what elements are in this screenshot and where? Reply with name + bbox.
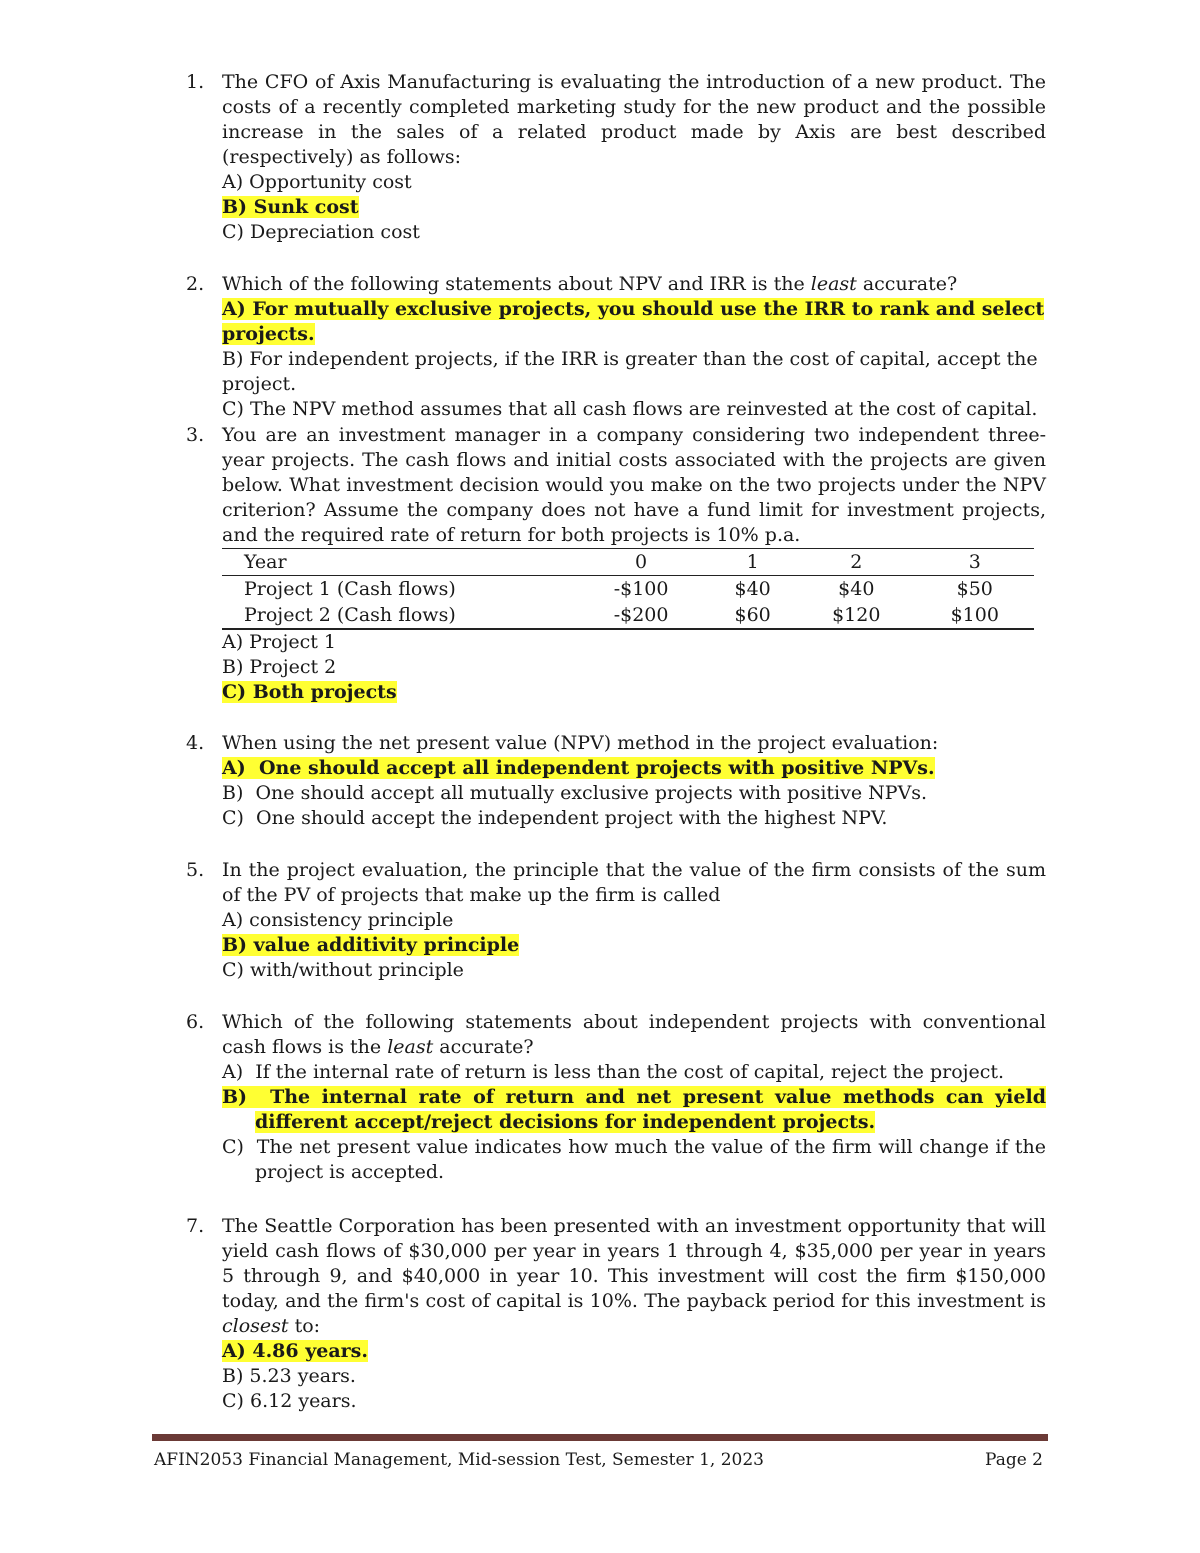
option-c: C) with/without principle bbox=[222, 959, 464, 981]
question-number: 6. bbox=[186, 1011, 205, 1033]
option-a-answer: A) For mutually exclusive projects, you should use the IRR to rank and select projects. bbox=[222, 298, 1045, 345]
option-a: A) Opportunity cost bbox=[222, 171, 412, 193]
question-number: 3. bbox=[186, 424, 205, 446]
question-number: 2. bbox=[186, 273, 205, 295]
table-header-cell: 0 bbox=[574, 549, 708, 576]
question-2 bbox=[186, 272, 1046, 422]
question-stem: The Seattle Corporation has been presented with an investment opportunity that will yield cash flows of $30,000 per year in years 1 through 4, $35,000 per year in years 5 through 9, and $40,000 in year 10. This investment will cost the firm $150,000 today, and the firm's cost of capital is 10%. The payback period for this investment is closest to: bbox=[222, 1215, 1046, 1337]
table-header-cell: 2 bbox=[797, 549, 915, 576]
option-a: A) If the internal rate of return is less than the cost of capital, reject the project. bbox=[222, 1061, 1005, 1083]
option-b-answer: B) Sunk cost bbox=[222, 196, 359, 218]
option-b: B) 5.23 years. bbox=[222, 1365, 356, 1387]
footer-divider bbox=[152, 1434, 1048, 1441]
option-a: A) Project 1 bbox=[222, 631, 337, 653]
option-b: B) Project 2 bbox=[222, 656, 337, 678]
option-c: C) Depreciation cost bbox=[222, 221, 420, 243]
table-cell: -$200 bbox=[574, 602, 708, 629]
question-7 bbox=[186, 1214, 1046, 1414]
table-row bbox=[222, 576, 1034, 603]
question-stem: When using the net present value (NPV) method in the project evaluation: bbox=[222, 732, 939, 754]
option-b-answer: B) value additivity principle bbox=[222, 934, 520, 956]
table-cell: $100 bbox=[916, 602, 1034, 629]
table-cell: $120 bbox=[797, 602, 915, 629]
question-4 bbox=[186, 731, 1046, 831]
table-cell: $50 bbox=[956, 577, 993, 600]
question-number: 4. bbox=[186, 732, 205, 754]
option-b: B) For independent projects, if the IRR is greater than the cost of capital, accept the project. bbox=[222, 348, 1038, 395]
question-1 bbox=[186, 70, 1046, 245]
table-cell: Project 1 (Cash flows) bbox=[244, 577, 456, 600]
option-c: C) The NPV method assumes that all cash flows are reinvested at the cost of capital. bbox=[222, 398, 1038, 420]
table-cell: $40 bbox=[734, 577, 771, 600]
question-6 bbox=[186, 1010, 1046, 1185]
question-number: 5. bbox=[186, 859, 205, 881]
table-cell: -$100 bbox=[613, 577, 669, 600]
question-number: 1. bbox=[186, 71, 205, 93]
option-a-answer: A) One should accept all independent projects with positive NPVs. bbox=[222, 757, 935, 779]
question-stem: Which of the following statements about independent projects with conventional cash flows is the least accurate? bbox=[222, 1011, 1046, 1058]
option-c: C) The net present value indicates how much the value of the firm will change if the project is accepted. bbox=[222, 1136, 1046, 1183]
option-b-answer: B) The internal rate of return and net present value methods can yield different accept/reject decisions for independent projects. bbox=[222, 1086, 1046, 1133]
question-stem: In the project evaluation, the principle that the value of the firm consists of the sum of the PV of projects that make up the firm is called bbox=[222, 859, 1046, 906]
question-5 bbox=[186, 858, 1046, 983]
table-header-cell: Year bbox=[222, 549, 574, 576]
option-a: A) consistency principle bbox=[222, 909, 454, 931]
table-row bbox=[222, 602, 1034, 629]
option-c: C) One should accept the independent project with the highest NPV. bbox=[222, 807, 888, 829]
page-number: Page 2 bbox=[985, 1450, 1043, 1470]
question-stem: You are an investment manager in a company considering two independent three-year projects. The cash flows and initial costs associated with the projects are given below. What investment decision would you make on the two projects under the NPV criterion? Assume the company does not have a fund limit for investment projects, and the required rate of return for both projects is 10% p.a. bbox=[222, 424, 1046, 546]
question-number: 7. bbox=[186, 1215, 205, 1237]
question-3 bbox=[186, 423, 1046, 705]
option-c-answer: C) Both projects bbox=[222, 681, 397, 703]
table-cell: Project 2 (Cash flows) bbox=[222, 602, 574, 629]
option-a-answer: A) 4.86 years. bbox=[222, 1340, 368, 1362]
question-stem: Which of the following statements about NPV and IRR is the least accurate? bbox=[222, 273, 958, 295]
option-c: C) 6.12 years. bbox=[222, 1390, 357, 1412]
table-cell: $60 bbox=[708, 602, 797, 629]
option-b: B) One should accept all mutually exclusive projects with positive NPVs. bbox=[222, 782, 928, 804]
footer-course-info: AFIN2053 Financial Management, Mid-session Test, Semester 1, 2023 bbox=[154, 1450, 764, 1470]
table-header-row bbox=[222, 549, 1034, 576]
table-header-cell: 3 bbox=[916, 549, 1034, 576]
question-stem: The CFO of Axis Manufacturing is evaluating the introduction of a new product. The costs of a recently completed marketing study for the new product and the possible increase in the sales of a related product made by Axis are best described (respectively) as follows: bbox=[222, 71, 1046, 168]
table-header-cell: 1 bbox=[708, 549, 797, 576]
table-cell: $40 bbox=[838, 577, 875, 600]
cash-flow-table bbox=[222, 548, 1034, 630]
